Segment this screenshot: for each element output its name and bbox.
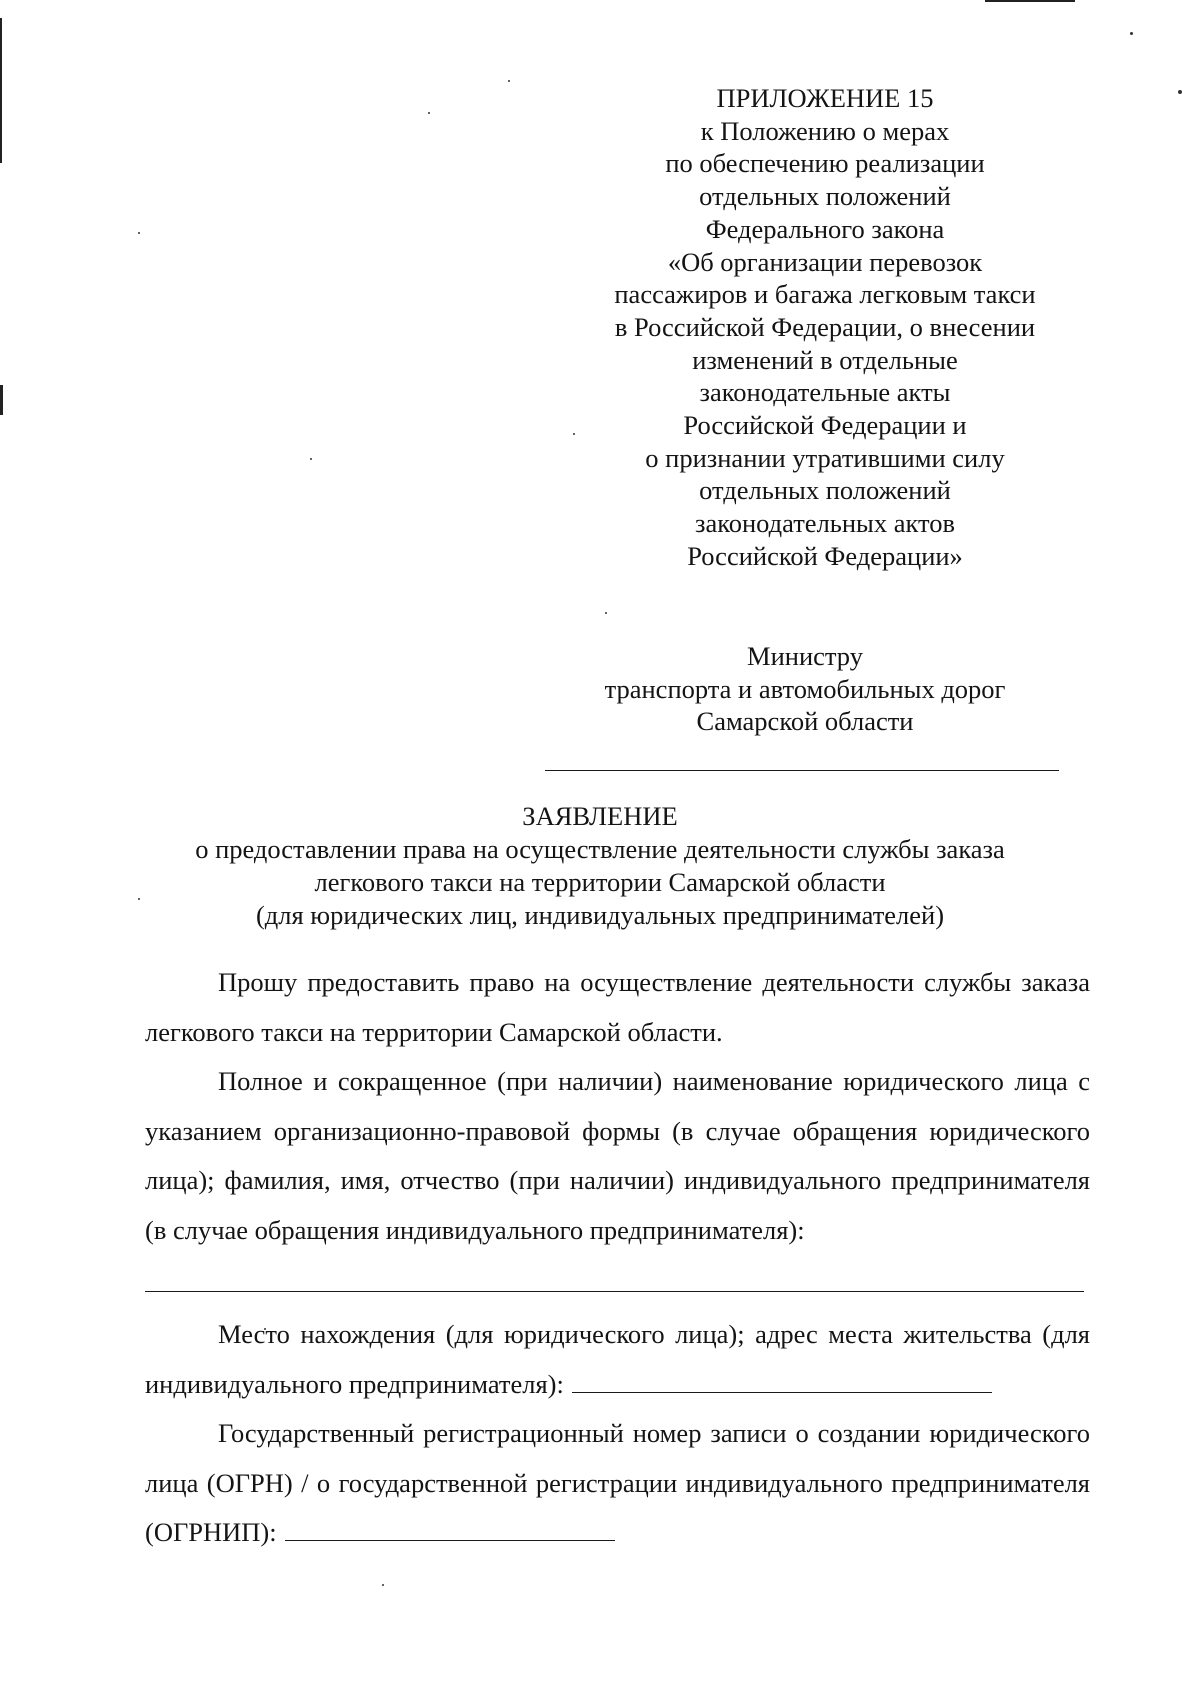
scan-edge-mark (0, 385, 3, 415)
statement-title-block (100, 800, 1100, 932)
address-field-label: Место нахождения (для юридического лица); адрес места жительства (для индивидуального предпринимателя): (145, 1319, 1090, 1399)
appendix-line: Российской Федерации и (683, 410, 967, 441)
appendix-header (560, 82, 1090, 573)
applicant-blank-line[interactable] (545, 770, 1059, 771)
addressee-block (560, 640, 1050, 738)
appendix-line: в Российской Федерации, о внесении (614, 311, 1036, 342)
appendix-line: «Об организации перевозок (667, 246, 983, 277)
appendix-line: законодательных актов (694, 508, 956, 539)
scan-speck (605, 612, 607, 614)
statement-subtitle-line: легкового такси на территории Самарской области (314, 867, 886, 897)
addressee-line: транспорта и автомобильных дорог (604, 673, 1006, 704)
appendix-line: отдельных положений (699, 475, 951, 506)
address-paragraph (145, 1310, 1090, 1409)
scan-speck (1130, 32, 1133, 35)
scan-speck (508, 80, 510, 82)
address-blank-line[interactable] (572, 1391, 992, 1393)
scan-speck (310, 458, 312, 460)
ogrn-paragraph (145, 1409, 1090, 1558)
scan-speck (428, 112, 430, 114)
ogrn-blank-line[interactable] (285, 1539, 615, 1541)
statement-body (145, 958, 1090, 1558)
scan-speck (138, 232, 140, 234)
appendix-line: ПРИЛОЖЕНИЕ 15 (716, 83, 934, 113)
appendix-line: законодательные акты (699, 377, 951, 408)
scan-speck (1178, 90, 1182, 94)
appendix-line: о признании утратившими силу (645, 442, 1005, 473)
scan-edge-mark (985, 0, 1075, 2)
appendix-line: Российской Федерации» (687, 540, 963, 571)
addressee-line: Самарской области (696, 706, 914, 736)
appendix-line: к Положению о мерах (700, 115, 950, 146)
scan-speck (382, 1584, 384, 1586)
ogrn-field-label: Государственный регистрационный номер записи о создании юридического лица (ОГРН) / о государственной регистрации индивидуального предпринимателя (ОГРНИП): (145, 1418, 1090, 1547)
appendix-line: изменений в отдельные (692, 344, 958, 375)
statement-subtitle-line: о предоставлении права на осуществление деятельности службы заказа (195, 834, 1005, 864)
appendix-line: Федерального закона (705, 213, 945, 244)
appendix-line: по обеспечению реализации (665, 148, 985, 179)
addressee-line: Министру (747, 641, 863, 671)
statement-title: ЗАЯВЛЕНИЕ (522, 801, 678, 831)
name-blank-line[interactable] (145, 1291, 1084, 1292)
appendix-line: пассажиров и багажа легковым такси (614, 279, 1036, 310)
name-field-label: Полное и сокращенное (при наличии) наименование юридического лица с указанием организационно-правовой формы (в случае обращения юридического лица); фамилия, имя, отчество (при наличии) индивидуального предпринимателя (в случае обращения индивидуального предпринимателя): (145, 1066, 1090, 1245)
statement-subtitle-line: (для юридических лиц, индивидуальных предпринимателей) (255, 900, 945, 930)
request-paragraph: Прошу предоставить право на осуществление деятельности службы заказа легкового такси на территории Самарской области. (145, 967, 1090, 1047)
scan-edge-mark (0, 18, 2, 163)
appendix-line: отдельных положений (699, 181, 951, 212)
